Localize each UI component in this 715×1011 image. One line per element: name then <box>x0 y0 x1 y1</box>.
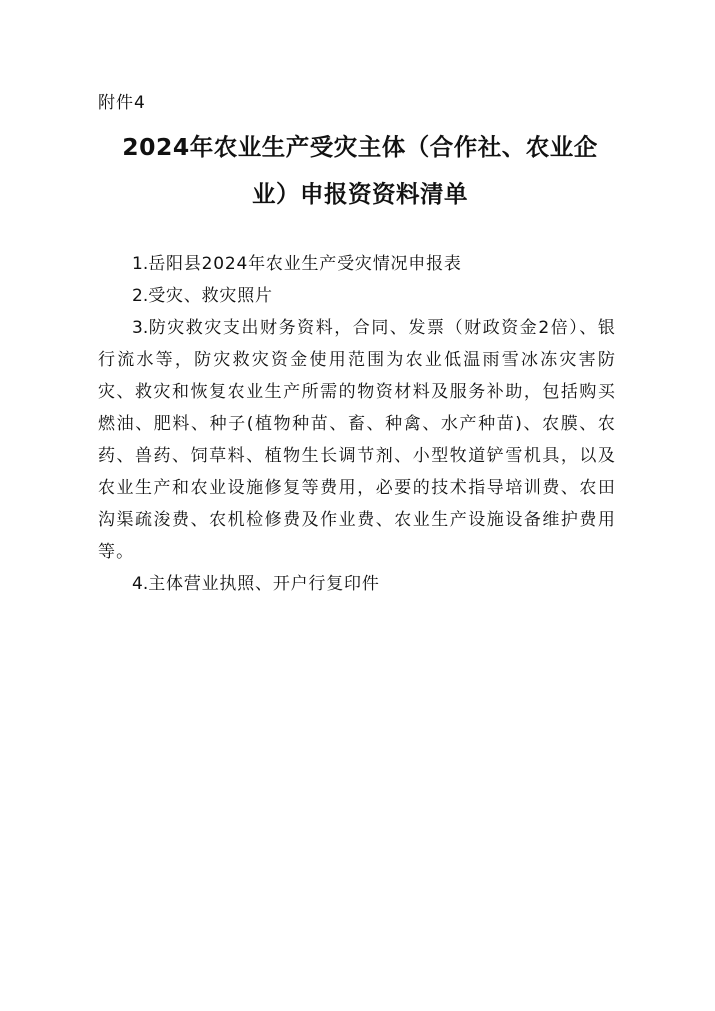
list-item-number: 2. <box>132 286 149 306</box>
list-item-number: 3. <box>132 318 149 338</box>
materials-list <box>98 248 616 600</box>
list-item-number: 1. <box>132 254 149 274</box>
list-item-text: 主体营业执照、开户行复印件 <box>148 574 380 594</box>
list-item <box>98 248 616 280</box>
title-line-2: 业）申报资资料清单 <box>252 180 468 208</box>
list-item-text: 防灾救灾支出财务资料，合同、发票（财政资金2倍）、银行流水等，防灾救灾资金使用范围为农业低温雨雪冰冻灾害防灾、救灾和恢复农业生产所需的物资材料及服务补助，包括购买燃油、肥料、种子(植物种苗、畜、种禽、水产种苗)、农膜、农药、兽药、饲草料、植物生长调节剂、小型牧道铲雪机具，以及农业生产和农业设施修复等费用，必要的技术指导培训费、农田沟渠疏浚费、农机检修费及作业费、农业生产设施设备维护费用等。 <box>98 318 616 562</box>
list-item-number: 4. <box>132 574 149 594</box>
list-item <box>98 280 616 312</box>
list-item-text: 受灾、救灾照片 <box>148 286 273 306</box>
list-item <box>98 568 616 600</box>
attachment-label: 附件4 <box>98 93 146 113</box>
list-item-text: 岳阳县2024年农业生产受灾情况申报表 <box>148 254 462 274</box>
list-item <box>98 312 616 568</box>
title-line-1: 2024年农业生产受灾主体（合作社、农业企 <box>122 133 598 161</box>
document-title <box>90 124 630 218</box>
